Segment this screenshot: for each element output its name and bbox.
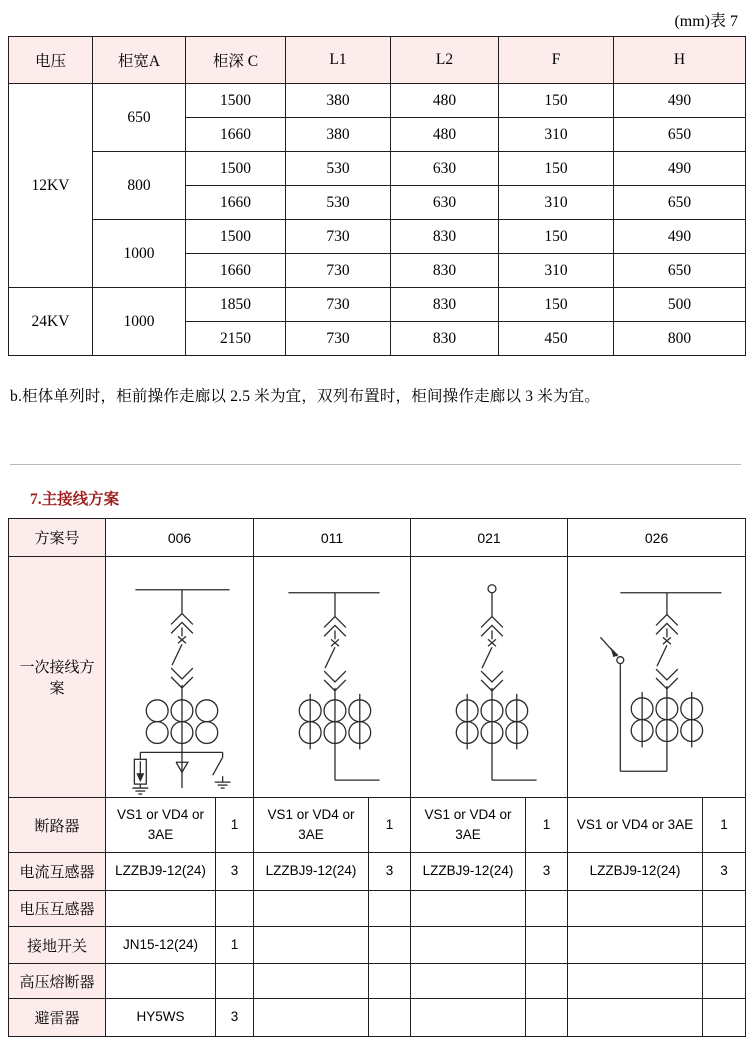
cell-h: 490: [614, 152, 746, 186]
table-row: [9, 152, 746, 186]
qty-cell: 1: [216, 798, 254, 853]
qty-cell: [526, 964, 568, 999]
col-header-depth-c: 柜深 C: [186, 37, 286, 84]
table-row: [9, 288, 746, 322]
cell-depth: 1660: [186, 254, 286, 288]
col-header-width-a: 柜宽A: [93, 37, 186, 84]
cell-l1: 380: [286, 84, 391, 118]
model-cell: LZZBJ9-12(24): [411, 853, 526, 891]
cell-h: 490: [614, 84, 746, 118]
section-divider: [10, 464, 741, 465]
qty-cell: 1: [369, 798, 411, 853]
col-header-h: H: [614, 37, 746, 84]
diagram-cell-011: [254, 557, 411, 798]
cell-l1: 730: [286, 254, 391, 288]
cell-depth: 1660: [186, 118, 286, 152]
qty-cell: 1: [703, 798, 746, 853]
cell-l2: 830: [391, 220, 499, 254]
qty-cell: [216, 891, 254, 927]
cell-depth: 2150: [186, 322, 286, 356]
qty-cell: [369, 999, 411, 1037]
dimension-table: [8, 36, 746, 356]
cell-l1: 730: [286, 220, 391, 254]
model-cell: [254, 964, 369, 999]
cell-l2: 480: [391, 84, 499, 118]
scheme-table: [8, 518, 746, 1037]
model-cell: [568, 999, 703, 1037]
qty-cell: 3: [703, 853, 746, 891]
qty-cell: 3: [526, 853, 568, 891]
cell-h: 650: [614, 254, 746, 288]
model-cell: HY5WS: [106, 999, 216, 1037]
cell-f: 450: [499, 322, 614, 356]
model-cell: VS1 or VD4 or 3AE: [254, 798, 369, 853]
model-cell: [254, 891, 369, 927]
model-cell: VS1 or VD4 or 3AE: [568, 798, 703, 853]
qty-cell: 3: [216, 999, 254, 1037]
model-cell: VS1 or VD4 or 3AE: [106, 798, 216, 853]
model-cell: [568, 964, 703, 999]
qty-cell: 3: [369, 853, 411, 891]
voltage-cell-24kv: 24KV: [9, 288, 93, 356]
scheme-no-label: 方案号: [9, 519, 106, 557]
cell-l2: 630: [391, 186, 499, 220]
model-cell: [568, 927, 703, 964]
model-cell: LZZBJ9-12(24): [254, 853, 369, 891]
col-header-l1: L1: [286, 37, 391, 84]
diagram-cell-021: [411, 557, 568, 798]
cell-depth: 1500: [186, 84, 286, 118]
qty-cell: [703, 891, 746, 927]
cell-l2: 480: [391, 118, 499, 152]
width-cell-800: 800: [93, 152, 186, 220]
col-header-voltage: 电压: [9, 37, 93, 84]
cell-l2: 630: [391, 152, 499, 186]
model-cell: [411, 999, 526, 1037]
scheme-table-header: [9, 519, 746, 557]
equipment-row-surge-arrester: [9, 999, 746, 1037]
col-header-l2: L2: [391, 37, 499, 84]
table-row: [9, 220, 746, 254]
width-cell-650: 650: [93, 84, 186, 152]
width-cell-1000: 1000: [93, 288, 186, 356]
cell-f: 310: [499, 186, 614, 220]
voltage-cell-12kv: 12KV: [9, 84, 93, 288]
model-cell: [106, 964, 216, 999]
cell-f: 310: [499, 118, 614, 152]
dimension-table-header: [9, 37, 746, 84]
cell-h: 500: [614, 288, 746, 322]
model-cell: [411, 927, 526, 964]
cell-l1: 530: [286, 152, 391, 186]
qty-cell: [703, 927, 746, 964]
diagram-cell-026: [568, 557, 746, 798]
cell-f: 310: [499, 254, 614, 288]
model-cell: LZZBJ9-12(24): [568, 853, 703, 891]
model-cell: JN15-12(24): [106, 927, 216, 964]
cell-f: 150: [499, 152, 614, 186]
model-cell: [411, 891, 526, 927]
section-heading: 7.主接线方案: [30, 491, 120, 508]
qty-cell: [526, 891, 568, 927]
scheme-number-011: 011: [254, 519, 411, 557]
qty-cell: [369, 891, 411, 927]
model-cell: [254, 927, 369, 964]
equipment-row-earthing-switch: [9, 927, 746, 964]
equipment-row-hv-fuse: [9, 964, 746, 999]
qty-cell: [369, 927, 411, 964]
primary-row-label: 一次接线方案: [9, 557, 106, 798]
model-cell: [254, 999, 369, 1037]
qty-cell: 1: [216, 927, 254, 964]
note-b: b.柜体单列时，柜前操作走廊以 2.5 米为宜，双列布置时，柜间操作走廊以 3 米为宜。: [10, 388, 601, 405]
cell-l2: 830: [391, 254, 499, 288]
cell-l1: 530: [286, 186, 391, 220]
width-cell-1000: 1000: [93, 220, 186, 288]
scheme-number-021: 021: [411, 519, 568, 557]
equipment-label: 电压互感器: [9, 891, 106, 927]
primary-diagram-row: [9, 557, 746, 798]
cell-f: 150: [499, 84, 614, 118]
equipment-row-current-transformer: [9, 853, 746, 891]
cell-depth: 1850: [186, 288, 286, 322]
cell-h: 800: [614, 322, 746, 356]
scheme-011-one-line-diagram: [260, 558, 405, 796]
cell-h: 650: [614, 186, 746, 220]
model-cell: [411, 964, 526, 999]
scheme-006-one-line-diagram: [110, 558, 250, 796]
table-row: [9, 84, 746, 118]
qty-cell: [526, 927, 568, 964]
scheme-number-026: 026: [568, 519, 746, 557]
equipment-label: 高压熔断器: [9, 964, 106, 999]
qty-cell: [703, 999, 746, 1037]
scheme-number-006: 006: [106, 519, 254, 557]
equipment-row-voltage-transformer: [9, 891, 746, 927]
qty-cell: [216, 964, 254, 999]
model-cell: LZZBJ9-12(24): [106, 853, 216, 891]
cell-depth: 1660: [186, 186, 286, 220]
equipment-label: 接地开关: [9, 927, 106, 964]
diagram-cell-006: [106, 557, 254, 798]
cell-l2: 830: [391, 288, 499, 322]
cell-f: 150: [499, 288, 614, 322]
qty-cell: [703, 964, 746, 999]
cell-l1: 730: [286, 322, 391, 356]
scheme-021-one-line-diagram: [417, 558, 562, 796]
qty-cell: [369, 964, 411, 999]
table-caption: (mm)表 7: [674, 13, 738, 30]
model-cell: [568, 891, 703, 927]
scheme-026-one-line-diagram: [572, 558, 742, 796]
cell-depth: 1500: [186, 220, 286, 254]
equipment-label: 断路器: [9, 798, 106, 853]
equipment-row-circuit-breaker: [9, 798, 746, 853]
cell-l1: 730: [286, 288, 391, 322]
cell-l1: 380: [286, 118, 391, 152]
equipment-label: 避雷器: [9, 999, 106, 1037]
model-cell: VS1 or VD4 or 3AE: [411, 798, 526, 853]
cell-h: 490: [614, 220, 746, 254]
cell-f: 150: [499, 220, 614, 254]
model-cell: [106, 891, 216, 927]
cell-l2: 830: [391, 322, 499, 356]
qty-cell: [526, 999, 568, 1037]
qty-cell: 3: [216, 853, 254, 891]
qty-cell: 1: [526, 798, 568, 853]
cell-depth: 1500: [186, 152, 286, 186]
col-header-f: F: [499, 37, 614, 84]
equipment-label: 电流互感器: [9, 853, 106, 891]
cell-h: 650: [614, 118, 746, 152]
